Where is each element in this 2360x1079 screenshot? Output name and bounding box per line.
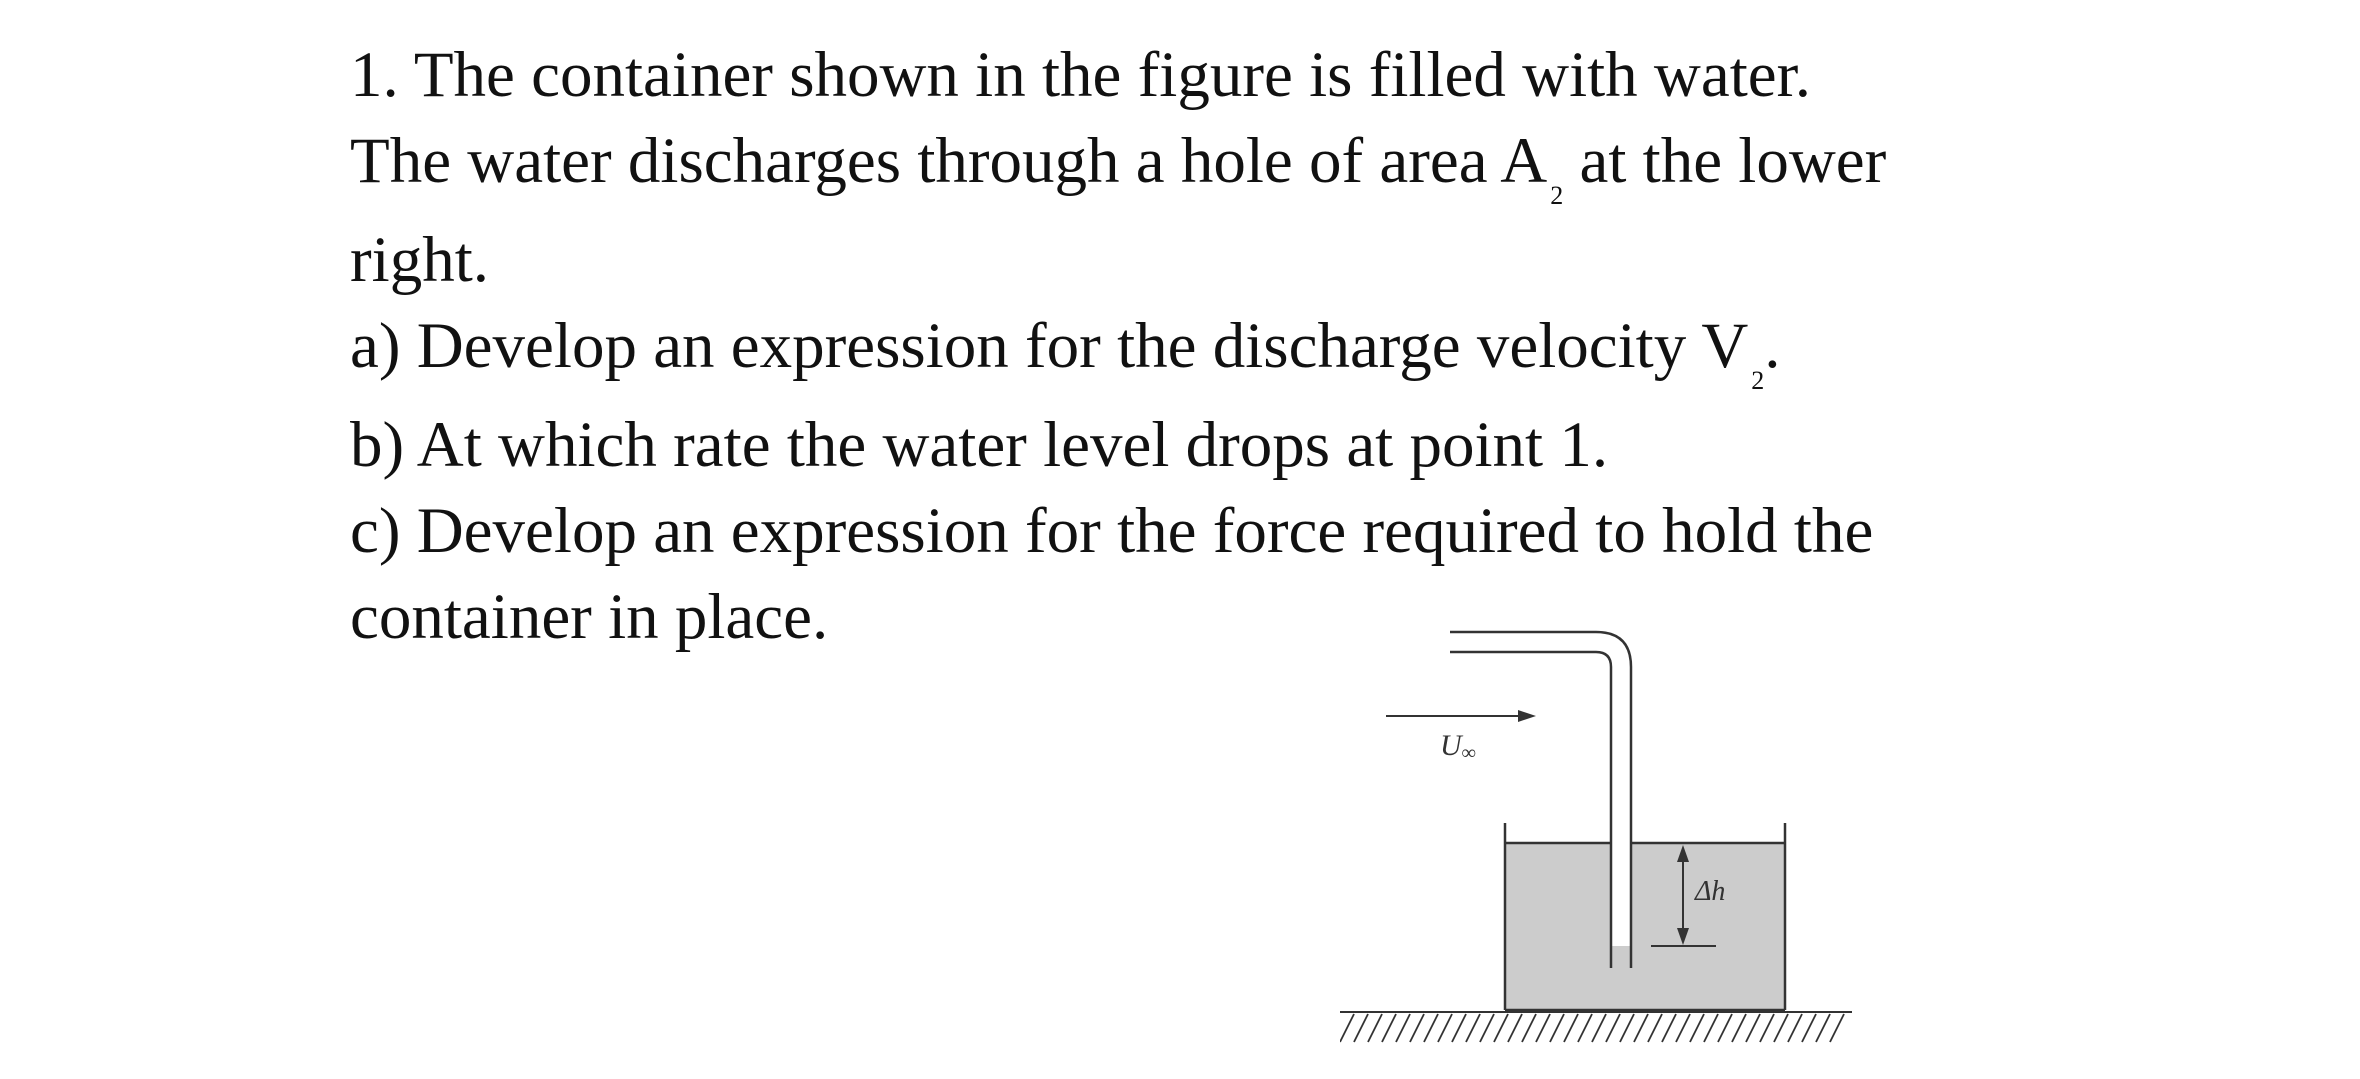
area-subscript: 2 (1550, 181, 1564, 210)
hatch-line (1522, 1014, 1536, 1042)
hatch-line (1578, 1014, 1592, 1042)
hatch-line (1830, 1014, 1844, 1042)
hatch-line (1564, 1014, 1578, 1042)
hatch-line (1620, 1014, 1634, 1042)
hatch-line (1466, 1014, 1480, 1042)
hatch-line (1788, 1014, 1802, 1042)
velocity-subscript: 2 (1751, 366, 1765, 395)
hatch-line (1452, 1014, 1466, 1042)
hatch-line (1438, 1014, 1452, 1042)
problem-statement (350, 32, 2150, 660)
hatch-line (1354, 1014, 1368, 1042)
hatch-line (1732, 1014, 1746, 1042)
problem-line-2-pre: The water discharges through a hole of area A (350, 125, 1548, 197)
water-fill (1505, 843, 1785, 1010)
ground-hatching (1340, 1014, 1844, 1042)
height-label: Δh (1695, 876, 1726, 907)
hatch-line (1760, 1014, 1774, 1042)
problem-line-2 (350, 118, 2150, 217)
tube-interior (1611, 843, 1631, 946)
hatch-line (1410, 1014, 1424, 1042)
hatch-line (1396, 1014, 1410, 1042)
part-a (350, 303, 2150, 402)
hatch-line (1718, 1014, 1732, 1042)
hatch-line (1634, 1014, 1648, 1042)
tube-water (1611, 946, 1631, 1010)
hatch-line (1662, 1014, 1676, 1042)
hatch-line (1536, 1014, 1550, 1042)
hatch-line (1690, 1014, 1704, 1042)
hatch-line (1494, 1014, 1508, 1042)
part-b: b) At which rate the water level drops at point 1. (350, 409, 1609, 481)
hatch-line (1704, 1014, 1718, 1042)
hatch-line (1368, 1014, 1382, 1042)
hatch-line (1382, 1014, 1396, 1042)
problem-line-1: 1. The container shown in the figure is filled with water. (350, 39, 1811, 111)
hatch-line (1676, 1014, 1690, 1042)
part-a-pre: a) Develop an expression for the discharge velocity V (350, 310, 1749, 382)
hatch-line (1550, 1014, 1564, 1042)
hatch-line (1648, 1014, 1662, 1042)
hatch-line (1606, 1014, 1620, 1042)
hatch-line (1480, 1014, 1494, 1042)
hatch-line (1746, 1014, 1760, 1042)
part-c: c) Develop an expression for the force required to hold the (350, 495, 1874, 567)
hatch-line (1508, 1014, 1522, 1042)
problem-line-2-post: at the lower (1563, 125, 1887, 197)
problem-line-3: right. (350, 224, 490, 296)
hatch-line (1424, 1014, 1438, 1042)
hatch-line (1774, 1014, 1788, 1042)
hatch-line (1340, 1014, 1354, 1042)
hatch-line (1592, 1014, 1606, 1042)
velocity-arrow (1386, 710, 1536, 722)
hatch-line (1802, 1014, 1816, 1042)
container-diagram (1340, 630, 1880, 1060)
velocity-label: U∞ (1440, 729, 1476, 764)
hatch-line (1816, 1014, 1830, 1042)
part-c-continued: container in place. (350, 581, 829, 653)
container-figure (1340, 630, 1880, 1060)
part-a-post: . (1764, 310, 1781, 382)
